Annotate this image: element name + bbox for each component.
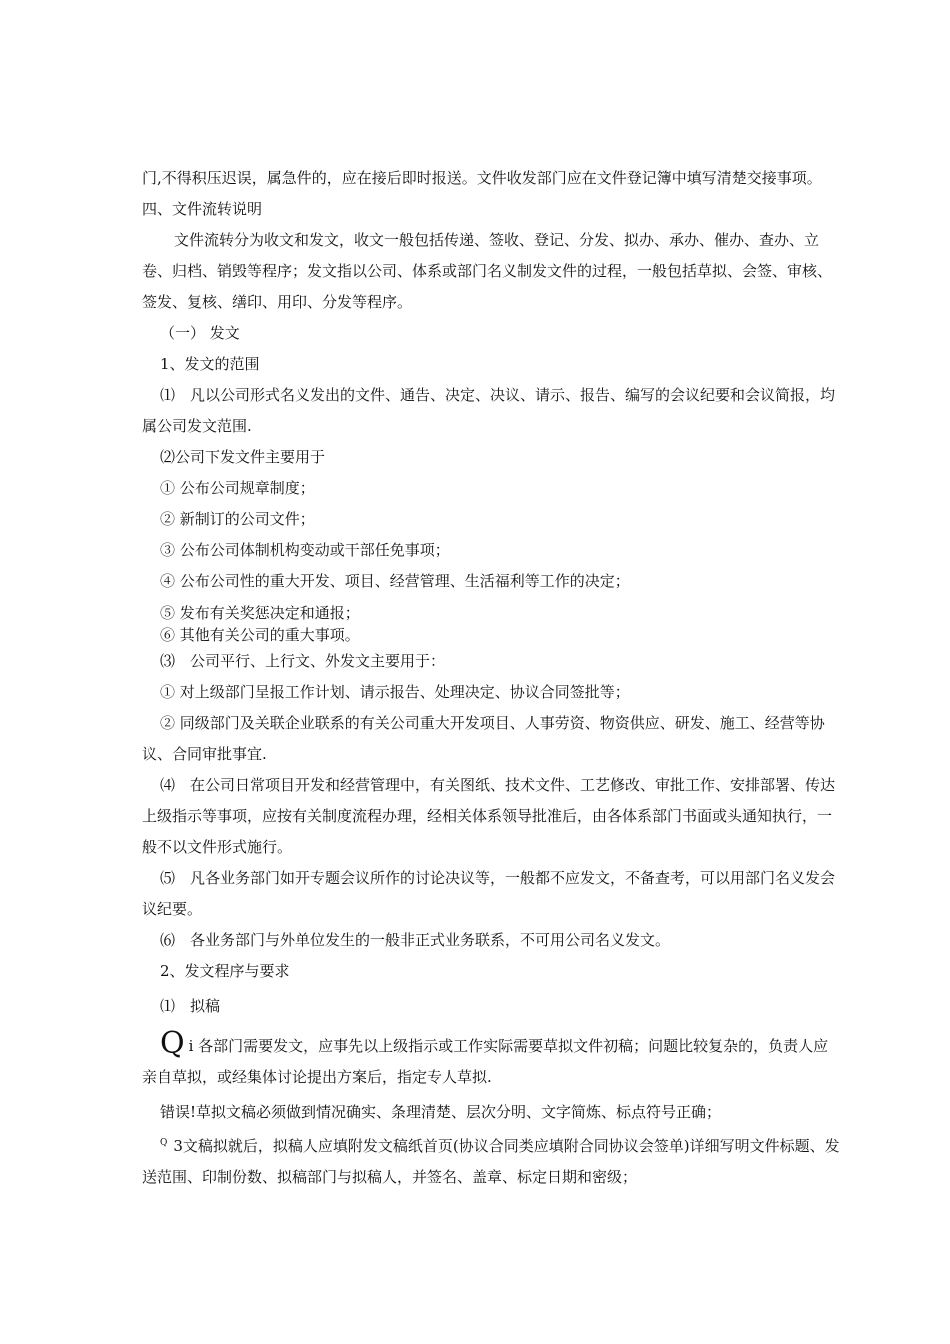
paragraph-scope-1: ⑴ 凡以公司形式名义发出的文件、通告、决定、决议、请示、报告、编写的会议纪要和会议简报，均属公司发文范围. <box>142 386 836 435</box>
list-item: ② 新制订的公司文件； <box>160 510 315 528</box>
superscript-mark: Q <box>160 1138 168 1148</box>
paragraph-scope-6: ⑹ 各业务部门与外单位发生的一般非正式业务联系，不可用公司名义发文。 <box>160 931 671 949</box>
section-heading-4: 四、文件流转说明 <box>142 200 263 218</box>
drop-mark: Q <box>160 1026 185 1061</box>
paragraph-flow-intro: 文件流转分为收文和发文，收文一般包括传递、签收、登记、分发、拟办、承办、催办、查办、立卷、归档、销毁等程序；发文指以公司、体系或部门名义制发文件的过程，一般包括草拟、会签、审核、签发、复核、缮印、用印、分发等程序。 <box>142 231 833 311</box>
paragraph-scope-5: ⑸ 凡各业务部门如开专题会议所作的讨论决议等，一般都不应发文，不备查考，可以用部门名义发会议纪要。 <box>142 869 836 918</box>
paragraph-drafting-2: 错误!草拟文稿必须做到情况确实、条理清楚、层次分明、文字简炼、标点符号正确； <box>160 1103 722 1121</box>
list-item: ⑥ 其他有关公司的重大事项。 <box>160 626 360 644</box>
paragraph-scope-2: ⑵公司下发文件主要用于 <box>160 448 326 466</box>
item-heading-procedure: 2、发文程序与要求 <box>160 962 290 980</box>
paragraph-continuation: 门,不得积压迟误，属急件的，应在接后即时报送。文件收发部门应在文件登记簿中填写清楚交接事项。 <box>142 169 822 187</box>
list-item: ① 公布公司规章制度； <box>160 479 315 497</box>
subsection-heading-1: （一） 发文 <box>160 324 240 342</box>
list-item: ⑤ 发布有关奖惩决定和通报； <box>160 604 360 622</box>
paragraph-scope-4: ⑷ 在公司日常项目开发和经营管理中，有关图纸、技术文件、工艺修改、审批工作、安排部署、传达上级指示等事项，应按有关制度流程办理，经相关体系领导批准后，由各体系部门书面或头通知执行，一般不以文件形式施行。 <box>142 776 836 856</box>
paragraph-drafting-3 <box>142 1128 842 1193</box>
list-item: ② 同级部门及关联企业联系的有关公司重大开发项目、人事劳资、物资供应、研发、施工、经营等协议、合同审批事宜. <box>142 714 825 763</box>
list-item: ③ 公布公司体制机构变动或干部任免事项； <box>160 541 450 559</box>
paragraph-drafting-1-text: i 各部门需要发文，应事先以上级指示或工作实际需要草拟文件初稿；问题比较复杂的，负责人应亲自草拟，或经集体讨论提出方案后，指定专人草拟. <box>142 1037 829 1086</box>
item-heading-scope: 1、发文的范围 <box>160 355 260 373</box>
paragraph-scope-3: ⑶ 公司平行、上行文、外发文主要用于： <box>160 652 446 670</box>
paragraph-drafting: ⑴ 拟稿 <box>160 997 221 1015</box>
list-item: ④ 公布公司性的重大开发、项目、经营管理、生活福利等工作的决定； <box>160 572 630 590</box>
list-item: ① 对上级部门呈报工作计划、请示报告、处理决定、协议合同签批等； <box>160 683 630 701</box>
paragraph-drafting-3-text: 3文稿拟就后，拟稿人应填附发文稿纸首页(协议合同类应填附合同协议会签单)详细写明文件标题、发送范围、印制份数、拟稿部门与拟稿人，并签名、盖章、标定日期和密级； <box>142 1137 840 1186</box>
paragraph-drafting-1 <box>142 1028 842 1093</box>
document-body <box>142 163 842 1193</box>
